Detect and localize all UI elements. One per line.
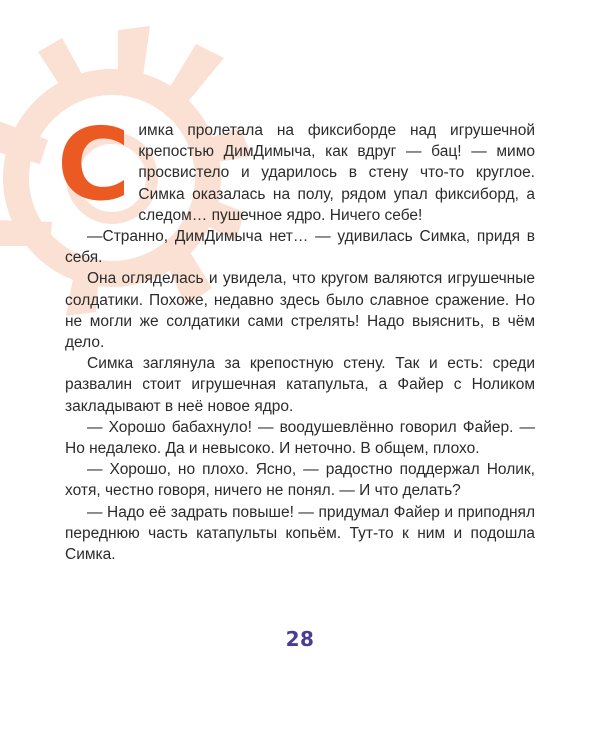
paragraph-1-text: имка пролетала на фиксиборде над игрушечной крепостью ДимДимыча, как вдруг — бац! — мимо просвистело и ударилось в стену что-то круглое. Симка оказалась на полу, рядом упал фиксиборд, а следом… пушечное ядро. Ничего себе! xyxy=(138,122,535,224)
paragraph-3: Она огляделась и увидела, что кругом валяются игрушечные солдатики. Похоже, недавно здесь было славное сражение. Но не могли же солдатики сами стрелять! Надо выяснить, в чём дело. xyxy=(65,270,535,352)
paragraph-2: —Странно, ДимДимыча нет… — удивилась Симка, придя в себя. xyxy=(65,228,535,267)
paragraph-7: — Надо её задрать повыше! — придумал Файер и приподнял переднюю часть катапульты копьём. Тут-то к ним и подошла Симка. xyxy=(65,503,535,564)
paragraph-6: — Хорошо, но плохо. Ясно, — радостно поддержал Нолик, хотя, честно говоря, ничего не понял. — И что делать? xyxy=(65,461,535,500)
story-text xyxy=(57,106,535,565)
paragraph-5: — Хорошо бабахнуло! — воодушевлённо говорил Файер. — Но недалеко. Да и невысоко. И неточно. В общем, плохо. xyxy=(65,418,535,458)
drop-cap-letter: С xyxy=(57,106,131,223)
page-number: 28 xyxy=(285,627,315,651)
paragraph-1 xyxy=(57,106,535,226)
paragraph-4: Симка заглянула за крепостную стену. Так и есть: среди развалин стоит игрушечная катапульта, а Файер с Ноликом закладывают в неё новое ядро. xyxy=(65,355,535,415)
